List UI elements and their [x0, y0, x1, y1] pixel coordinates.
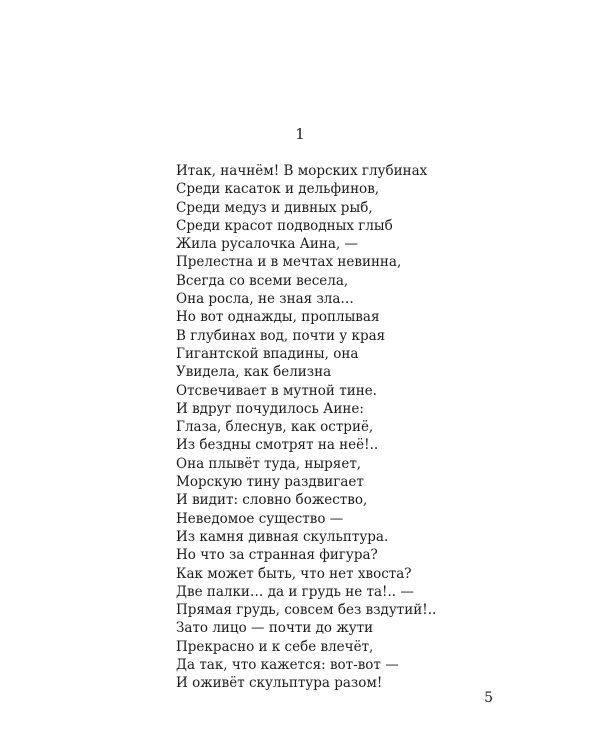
poem-line: Итак, начнём! В морских глубинах [176, 163, 428, 179]
poem-line: И видит: словно божество, [176, 492, 368, 509]
poem-line: Две палки… да и грудь не та!.. — [176, 583, 414, 600]
poem-line: Да так, что кажется: вот-вот — [176, 657, 399, 674]
poem-line: Как может быть, что нет хвоста? [176, 565, 412, 582]
poem-line: И вдруг почудилось Аине: [176, 400, 364, 417]
poem-line: Она росла, не зная зла… [176, 291, 354, 308]
poem-line: Увидела, как белизна [176, 364, 332, 381]
poem-line: Она плывёт туда, ныряет, [176, 455, 362, 472]
poem-line: Прекрасно и к себе влечёт, [176, 638, 374, 655]
poem-line: Из камня дивная скульптура. [176, 528, 389, 545]
poem-line: Из бездны смотрят на неё!.. [176, 437, 379, 454]
poem-line: Всегда со всеми весела, [176, 272, 349, 289]
poem-line: Но что за странная фигура? [176, 547, 378, 564]
poem-line: Неведомое существо — [176, 510, 344, 527]
poem-line: Морскую тину раздвигает [176, 474, 364, 491]
poem-line: В глубинах вод, почти у края [176, 327, 386, 344]
poem-line: Прелестна и в мечтах невинна, [176, 254, 402, 271]
poem-line: Глаза, блеснув, как остриё, [176, 419, 374, 436]
poem-line: Но вот однажды, проплывая [176, 309, 380, 326]
poem-line: Среди касаток и дельфинов, [176, 181, 380, 198]
poem-line: Среди красот подводных глыб [176, 217, 393, 234]
poem-line: Среди медуз и дивных рыб, [176, 199, 373, 216]
poem-line: И оживёт скульптура разом! [176, 675, 383, 692]
chapter-number: 1 [295, 125, 305, 143]
poem-line: Зато лицо — почти до жути [176, 620, 374, 637]
poem-line: Прямая грудь, совсем без вздутий!.. [176, 602, 437, 619]
poem-line: Гигантской впадины, она [176, 345, 359, 362]
poem-line: Жила русалочка Аина, — [176, 236, 359, 253]
page-number: 5 [484, 690, 493, 706]
poem-line: Отсвечивает в мутной тине. [176, 382, 377, 399]
poem-text [176, 162, 476, 693]
